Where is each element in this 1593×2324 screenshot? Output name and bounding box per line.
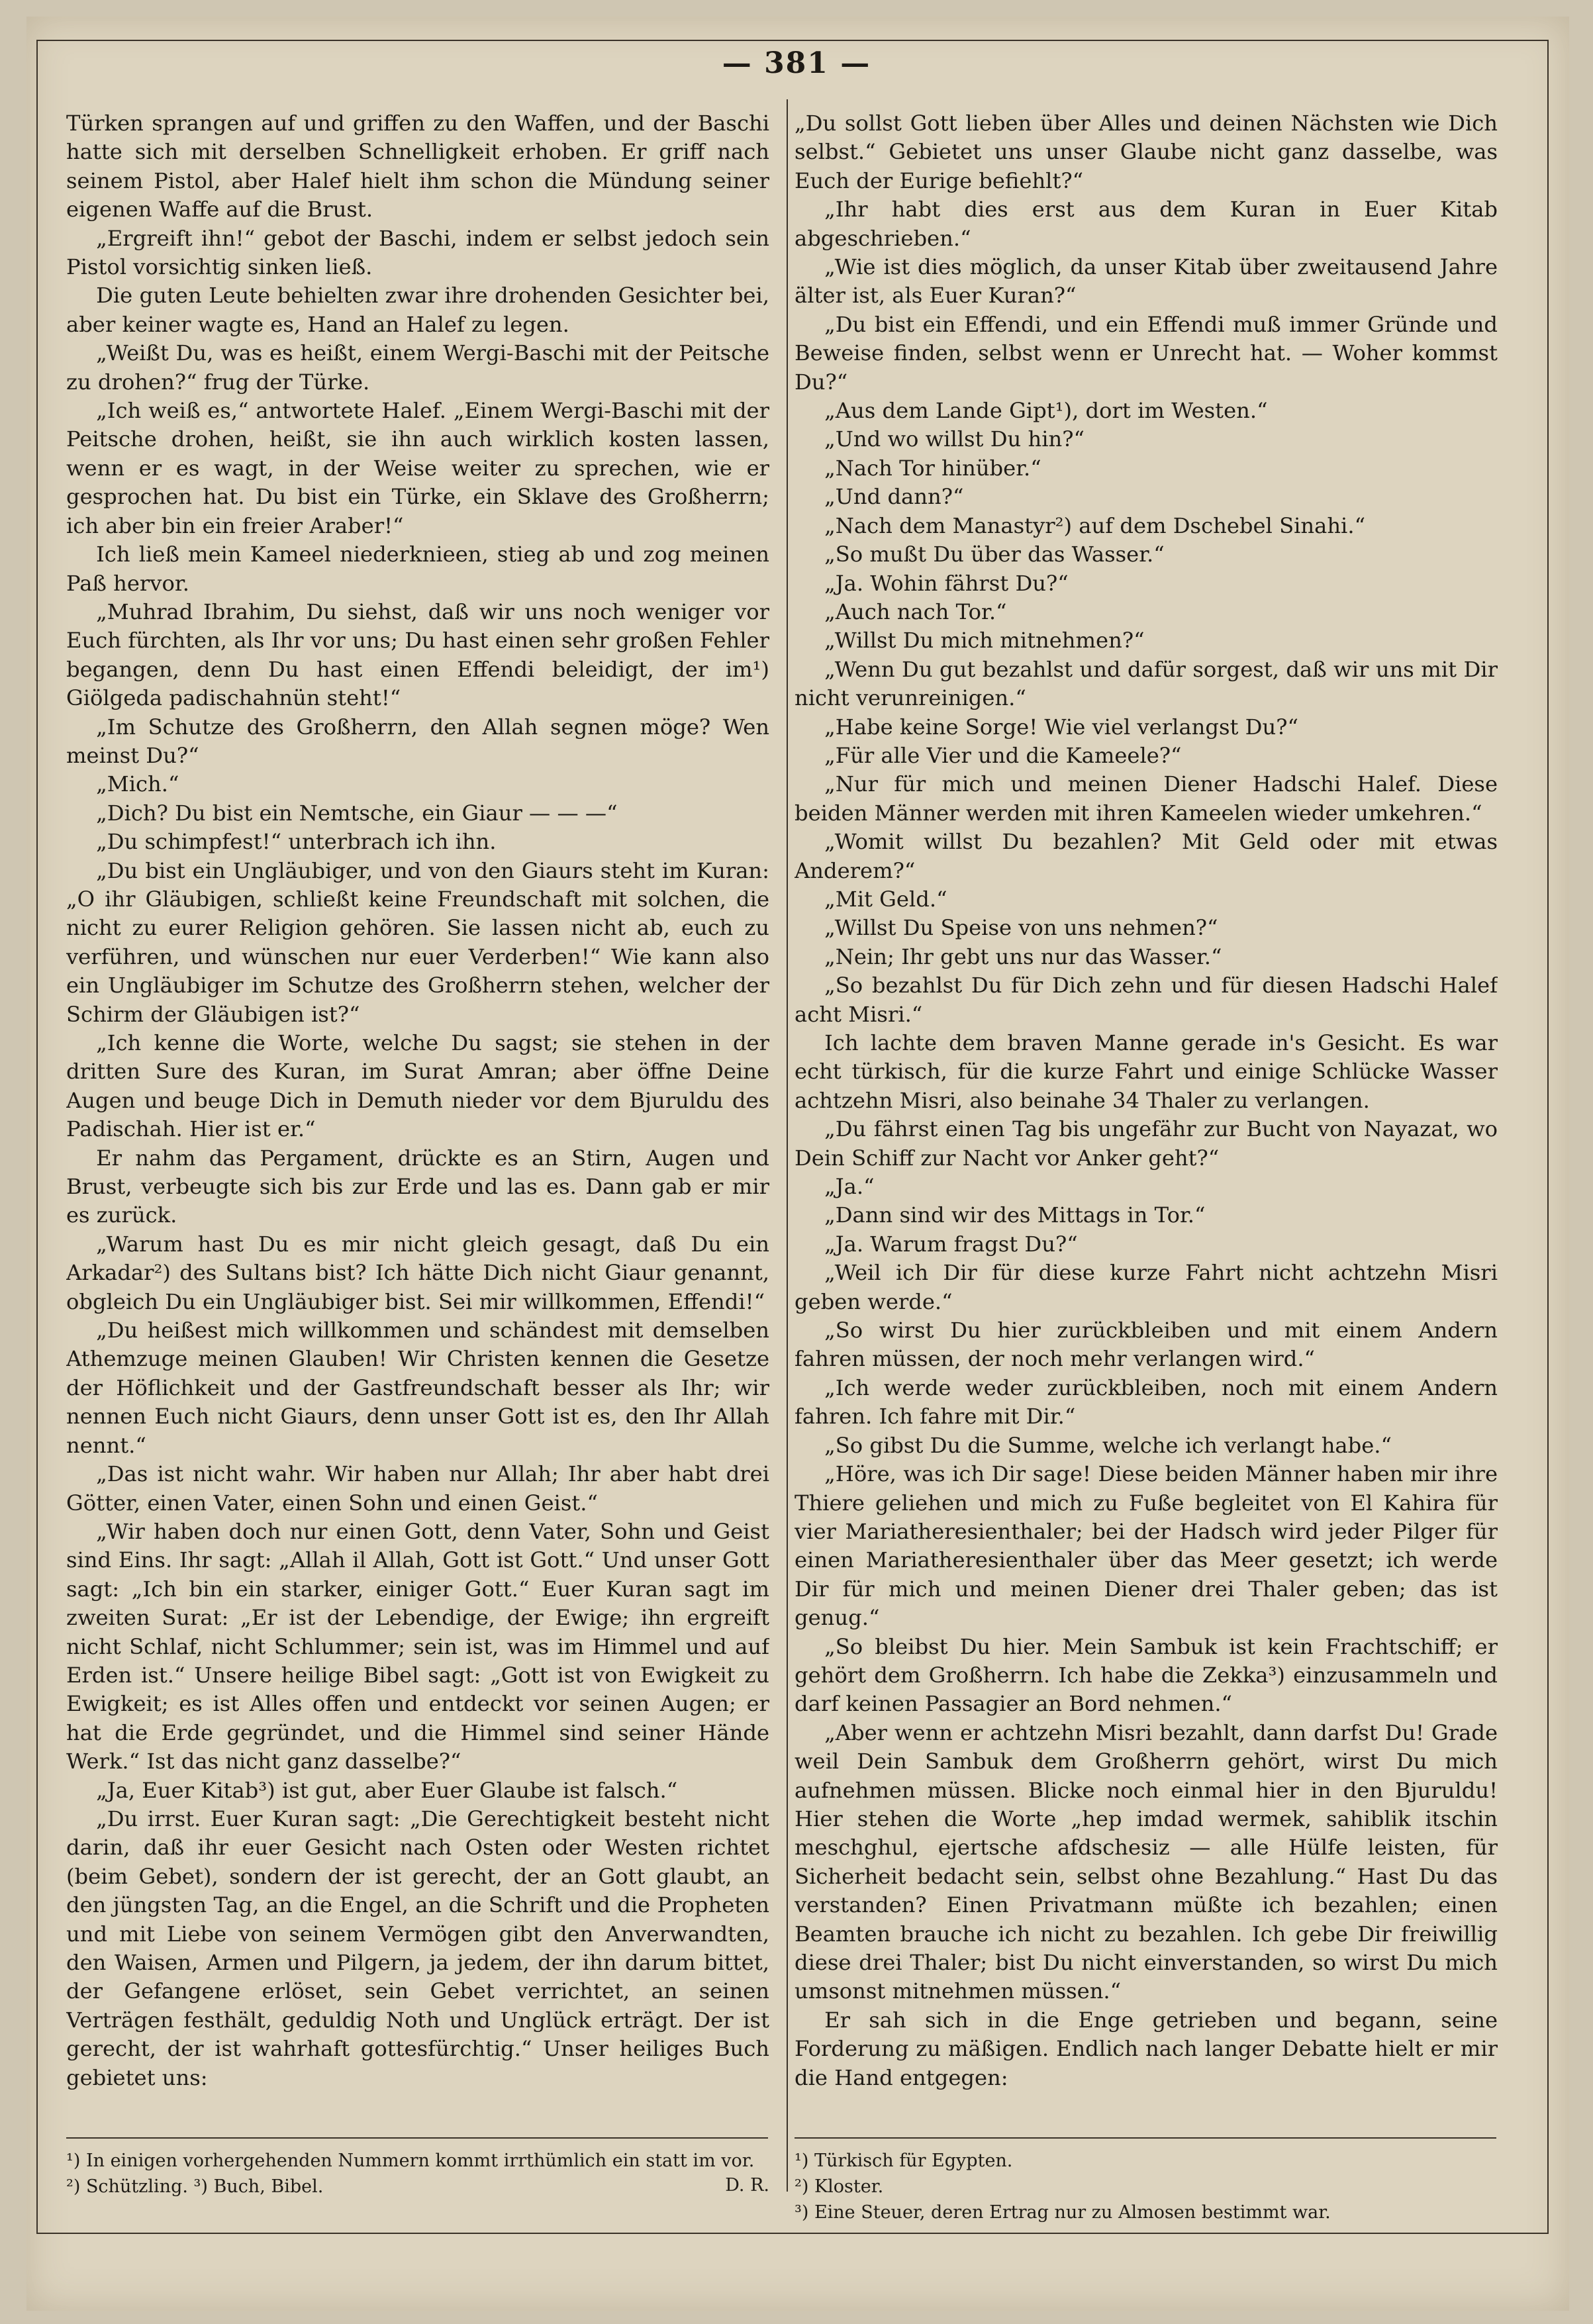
paragraph: Die guten Leute behielten zwar ihre drohenden Gesichter bei, aber keiner wagte es, Hand an Halef zu legen. xyxy=(66,283,769,337)
paragraph: „Ja. Wohin fährst Du?“ xyxy=(824,570,1069,596)
paragraph: Ich ließ mein Kameel niederknieen, stieg ab und zog meinen Paß hervor. xyxy=(66,542,769,596)
paragraph: Er sah sich in die Enge getrieben und begann, seine Forderung zu mäßigen. Endlich nach langer Debatte hielt er mir die Hand entgegen: xyxy=(795,2007,1498,2090)
paragraph: „Weil ich Dir für diese kurze Fahrt nicht achtzehn Misri geben werde.“ xyxy=(795,1260,1498,1314)
page-number: — 381 — xyxy=(722,46,871,80)
paragraph: „Aber wenn er achtzehn Misri bezahlt, dann darfst Du! Grade weil Dein Sambuk dem Großherrn gehört, wirst Du mich aufnehmen müssen. Blicke noch einmal hier in den Bjuruldu! Hier stehen die Worte „hep imdad wermek, sahiblik itschin meschghul, ejertsche afdschesiz — alle Hülfe leisten, für Sicherheit bedacht sein, selbst ohne Bezahlung.“ Hast Du das verstanden? Einen Privatmann müßte ich bezahlen; einen Beamten brauche ich nicht zu bezahlen. Ich gebe Dir freiwillig diese drei Thaler; bist Du nicht einverstanden, so wirst Du mich umsonst mitnehmen müssen.“ xyxy=(795,1719,1498,2004)
paragraph: „Du fährst einen Tag bis ungefähr zur Bucht von Nayazat, wo Dein Schiff zur Nacht vor Anker geht?“ xyxy=(795,1116,1498,1171)
paragraph: „Für alle Vier und die Kameele?“ xyxy=(824,742,1182,768)
paragraph: „Womit willst Du bezahlen? Mit Geld oder mit etwas Anderem?“ xyxy=(795,829,1498,883)
paragraph: „So gibst Du die Summe, welche ich verlangt habe.“ xyxy=(824,1432,1392,1458)
paragraph: „So wirst Du hier zurückbleiben und mit einem Andern fahren müssen, der noch mehr verlangen wird.“ xyxy=(795,1318,1498,1372)
paragraph: „Du schimpfest!“ unterbrach ich ihn. xyxy=(96,829,497,855)
paragraph: „Wenn Du gut bezahlst und dafür sorgest, daß wir uns mit Dir nicht verunreinigen.“ xyxy=(795,656,1498,711)
footnote-2-3: ²) Schützling. ³) Buch, Bibel. xyxy=(66,2176,324,2197)
paragraph: „Aus dem Lande Gipt¹), dort im Westen.“ xyxy=(824,398,1268,424)
paragraph: „Das ist nicht wahr. Wir haben nur Allah; Ihr aber habt drei Götter, einen Vater, einen Sohn und einen Geist.“ xyxy=(66,1461,769,1516)
footnote: ³) Eine Steuer, deren Ertrag nur zu Almosen bestimmt war. xyxy=(795,2202,1331,2223)
paragraph: „Dann sind wir des Mittags in Tor.“ xyxy=(824,1202,1206,1228)
paragraph: „So bleibst Du hier. Mein Sambuk ist kein Frachtschiff; er gehört dem Großherrn. Ich habe die Zekka³) einzusammeln und darf keinen Passagier an Bord nehmen.“ xyxy=(795,1633,1498,1717)
paragraph: „Mit Geld.“ xyxy=(824,886,947,912)
paragraph: „Ja.“ xyxy=(824,1174,875,1200)
right-column xyxy=(795,109,1498,2122)
paragraph: „Ich kenne die Worte, welche Du sagst; sie stehen in der dritten Sure des Kuran, im Surat Amran; aber öffne Deine Augen und beuge Dich in Demuth nieder vor dem Bjuruldu des Padischah. Hier ist er.“ xyxy=(66,1030,769,1142)
paragraph: Ich lachte dem braven Manne gerade in's Gesicht. Es war echt türkisch, für die kurze Fahrt und einige Schlücke Wasser achtzehn Misri, also beinahe 34 Thaler zu verlangen. xyxy=(795,1030,1498,1113)
paragraph: „Muhrad Ibrahim, Du siehst, daß wir uns noch weniger vor Euch fürchten, als Ihr vor uns; Du hast einen sehr großen Fehler begangen, denn Du hast einen Effendi beleidigt, der im¹) Giölgeda padischahnün steht!“ xyxy=(66,599,769,711)
paragraph: „Nur für mich und meinen Diener Hadschi Halef. Diese beiden Männer werden mit ihren Kameelen wieder umkehren.“ xyxy=(795,771,1498,826)
footnote-1-text: ¹) In einigen vorhergehenden Nummern kommt irrthümlich ein statt im vor. xyxy=(66,2151,755,2171)
editor-signature: D. R. xyxy=(725,2175,769,2196)
paragraph: „Ich weiß es,“ antwortete Halef. „Einem Wergi-Baschi mit der Peitsche drohen, heißt, sie ihn auch wirklich kosten lassen, wenn er es wagt, in der Weise weiter zu sprechen, wie er gesprochen hat. Du bist ein Türke, ein Sklave des Großherrn; ich aber bin ein freier Araber!“ xyxy=(66,398,769,538)
paragraph: „Ergreift ihn!“ gebot der Baschi, indem er selbst jedoch sein Pistol vorsichtig sinken ließ. xyxy=(66,225,769,280)
paragraph: „Warum hast Du es mir nicht gleich gesagt, daß Du ein Arkadar²) des Sultans bist? Ich hätte Dich nicht Giaur genannt, obgleich Du ein Ungläubiger bist. Sei mir willkommen, Effendi!“ xyxy=(66,1231,769,1314)
paragraph: „Dich? Du bist ein Nemtsche, ein Giaur — — —“ xyxy=(96,800,618,826)
left-column xyxy=(66,109,769,2122)
column-divider xyxy=(787,99,788,2192)
paragraph: „Ihr habt dies erst aus dem Kuran in Euer Kitab abgeschrieben.“ xyxy=(795,197,1498,251)
paragraph: „Du heißest mich willkommen und schändest mit demselben Athemzuge meinen Glauben! Wir Christen kennen die Gesetze der Höflichkeit und der Gastfreundschaft besser als Ihr; wir nennen Euch nicht Giaurs, denn unser Gott ist es, den Ihr Allah nennt.“ xyxy=(66,1318,769,1458)
paragraph: „Nach dem Manastyr²) auf dem Dschebel Sinahi.“ xyxy=(824,512,1366,538)
paragraph: „Nach Tor hinüber.“ xyxy=(824,455,1041,481)
footnote: ²) Kloster. xyxy=(795,2176,884,2197)
paragraph: „Auch nach Tor.“ xyxy=(824,599,1007,624)
paragraph: Türken sprangen auf und griffen zu den Waffen, und der Baschi hatte sich mit derselben Schnelligkeit erhoben. Er griff nach seinem Pistol, aber Halef hielt ihm schon die Mündung seiner eigenen Waffe auf die Brust. xyxy=(66,111,769,222)
paragraph: „Habe keine Sorge! Wie viel verlangst Du?“ xyxy=(824,714,1298,740)
paragraph: „Du bist ein Effendi, und ein Effendi muß immer Gründe und Beweise finden, selbst wenn er Unrecht hat. — Woher kommst Du?“ xyxy=(795,311,1498,395)
paragraph: „Und wo willst Du hin?“ xyxy=(824,426,1085,452)
footnotes-left xyxy=(66,2149,769,2200)
footnotes-right xyxy=(795,2149,1498,2226)
paragraph: „Ich werde weder zurückbleiben, noch mit einem Andern fahren. Ich fahre mit Dir.“ xyxy=(795,1375,1498,1429)
paragraph: „Wir haben doch nur einen Gott, denn Vater, Sohn und Geist sind Eins. Ihr sagt: „Allah il Allah, Gott ist Gott.“ Und unser Gott sagt: „Ich bin ein starker, einiger Gott.“ Euer Kuran sagt im zweiten Surat: „Er ist der Lebendige, der Ewige; ihn ergreift nicht Schlaf, nicht Schlummer; sein ist, was im Himmel und auf Erden ist.“ Unsere heilige Bibel sagt: „Gott ist von Ewigkeit zu Ewigkeit; es ist Alles offen und entdeckt vor seinen Augen; er hat die Erde gegründet, und die Himmel sind seiner Hände Werk.“ Ist das nicht ganz dasselbe?“ xyxy=(66,1518,769,1774)
footnote-rule-right xyxy=(795,2137,1496,2139)
paragraph: „Du bist ein Ungläubiger, und von den Giaurs steht im Kuran: „O ihr Gläubigen, schließt keine Freundschaft mit solchen, die nicht zu eurer Religion gehören. Sie lassen nicht ab, euch zu verführen, und wünschen nur euer Verderben!“ Wie kann also ein Ungläubiger im Schutze des Großherrn stehen, welcher der Schirm der Gläubigen ist?“ xyxy=(66,857,769,1027)
paragraph: „Ja. Warum fragst Du?“ xyxy=(824,1231,1078,1257)
paragraph: Er nahm das Pergament, drückte es an Stirn, Augen und Brust, verbeugte sich bis zur Erde und las es. Dann gab er mir es zurück. xyxy=(66,1145,769,1228)
paragraph: „Du sollst Gott lieben über Alles und deinen Nächsten wie Dich selbst.“ Gebietet uns unser Glaube nicht ganz dasselbe, was Euch der Eurige befiehlt?“ xyxy=(795,111,1498,193)
paragraph: „Mich.“ xyxy=(96,771,179,797)
paragraph: „Willst Du mich mitnehmen?“ xyxy=(824,628,1145,654)
paragraph: „Im Schutze des Großherrn, den Allah segnen möge? Wen meinst Du?“ xyxy=(66,714,769,768)
paragraph: „Weißt Du, was es heißt, einem Wergi-Baschi mit der Peitsche zu drohen?“ frug der Türke. xyxy=(66,340,769,395)
paragraph: „Willst Du Speise von uns nehmen?“ xyxy=(824,915,1218,941)
paragraph: „So bezahlst Du für Dich zehn und für diesen Hadschi Halef acht Misri.“ xyxy=(795,973,1498,1027)
paragraph: „Höre, was ich Dir sage! Diese beiden Männer haben mir ihre Thiere geliehen und mich zu Fuße begleitet von El Kahira für vier Mariatheresienthaler; bei der Hadsch wird jeder Pilger für einen Mariatheresienthaler über das Meer gesetzt; ich werde Dir für mich und meinen Diener drei Thaler geben; das ist genug.“ xyxy=(795,1461,1498,1631)
paragraph: „Nein; Ihr gebt uns nur das Wasser.“ xyxy=(824,944,1222,969)
footnote-rule-left xyxy=(66,2137,768,2139)
paragraph: „Ja, Euer Kitab³) ist gut, aber Euer Glaube ist falsch.“ xyxy=(96,1777,678,1803)
paragraph: „Du irrst. Euer Kuran sagt: „Die Gerechtigkeit besteht nicht darin, daß ihr euer Gesicht nach Osten oder Westen richtet (beim Gebet), sondern der ist gerecht, der an Gott glaubt, an den jüngsten Tag, an die Engel, an die Schrift und die Propheten und mit Liebe von seinem Vermögen gibt den Anverwandten, den Waisen, Armen und Pilgern, ja jedem, der ihn darum bittet, der Gefangene erlöset, sein Gebet verrichtet, an seinen Verträgen festhält, geduldig Noth und Unglück erträgt. Der ist gerecht, der ist wahrhaft gottesfürchtig.“ Unser heiliges Buch gebietet uns: xyxy=(66,1806,769,2090)
paragraph: „Und dann?“ xyxy=(824,484,964,510)
paragraph: „Wie ist dies möglich, da unser Kitab über zweitausend Jahre älter ist, als Euer Kuran?“ xyxy=(795,254,1498,309)
paragraph: „So mußt Du über das Wasser.“ xyxy=(824,542,1165,567)
footnote: ¹) Türkisch für Egypten. xyxy=(795,2151,1013,2171)
